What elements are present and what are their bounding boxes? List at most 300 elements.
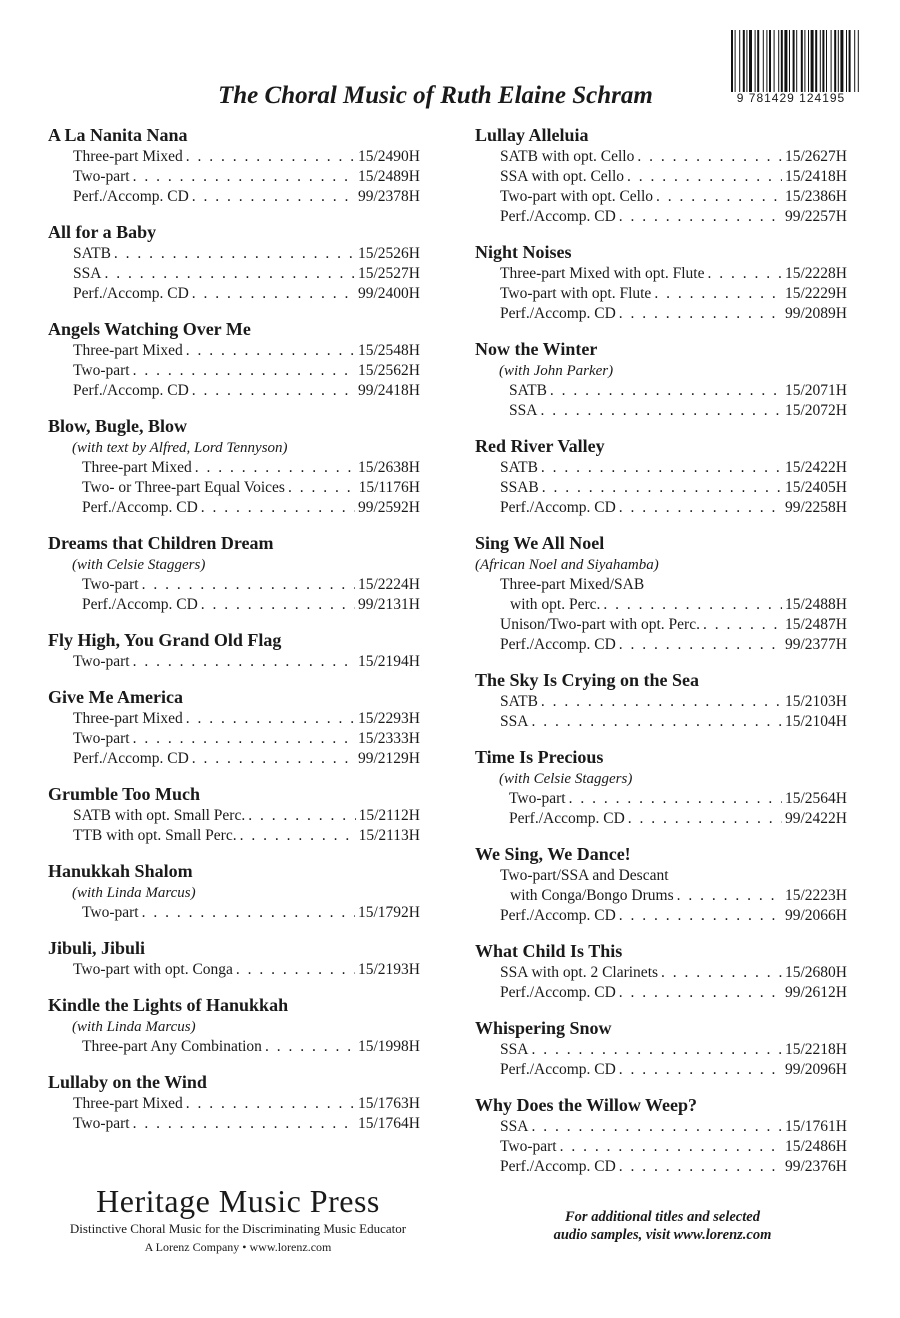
entry-title: Lullaby on the Wind (48, 1072, 207, 1092)
dot-leader (133, 167, 355, 187)
dot-leader (248, 806, 355, 826)
edition-voicing: Perf./Accomp. CD (500, 499, 616, 516)
edition-code: 99/2089H (785, 305, 847, 322)
entry-title: Jibuli, Jibuli (48, 938, 146, 958)
edition-code: 15/2527H (358, 265, 420, 282)
catalog-entry (475, 337, 847, 421)
edition-voicing: Two-part (82, 576, 139, 593)
edition-voicing: SSAB (500, 479, 539, 496)
catalog-entry (48, 414, 420, 518)
catalog-entry (48, 936, 420, 980)
edition-voicing: Perf./Accomp. CD (500, 1158, 616, 1175)
edition-voicing: Two-part (73, 653, 130, 670)
dot-leader (661, 963, 782, 983)
edition-row (475, 963, 847, 983)
isbn-number: 9 781429 124195 (736, 91, 846, 105)
page-title: The Choral Music of Ruth Elaine Schram (218, 82, 653, 109)
catalog-entry (475, 1016, 847, 1080)
edition-code: 99/2258H (785, 499, 847, 516)
dot-leader (192, 381, 355, 401)
barcode-bar (826, 30, 827, 92)
edition-voicing: SATB with opt. Cello (500, 148, 635, 165)
edition-code: 15/2218H (785, 1041, 847, 1058)
entry-title: Red River Valley (475, 436, 605, 456)
dot-leader (201, 595, 355, 615)
edition-row (475, 692, 847, 712)
barcode-bar (834, 30, 836, 92)
edition-code: 15/2333H (358, 730, 420, 747)
barcode-bar (854, 30, 855, 92)
edition-code: 15/2194H (358, 653, 420, 670)
edition-code: 99/2377H (785, 636, 847, 653)
edition-voicing: Two-part (500, 1138, 557, 1155)
catalog-entry (475, 668, 847, 732)
dot-leader (142, 903, 355, 923)
barcode-bar (746, 30, 747, 92)
edition-row (475, 381, 847, 401)
edition-code: 99/2422H (785, 810, 847, 827)
entry-credit: (with text by Alfred, Lord Tennyson) (72, 440, 288, 456)
catalog-entry (475, 745, 847, 829)
edition-voicing: Unison/Two-part with opt. Perc. (500, 616, 700, 633)
edition-code: 15/2490H (358, 148, 420, 165)
edition-voicing: Two-part (82, 904, 139, 921)
edition-code: 15/2223H (785, 887, 847, 904)
edition-voicing: with Conga/Bongo Drums (510, 887, 674, 904)
dot-leader (133, 1114, 355, 1134)
entry-title: Why Does the Willow Weep? (475, 1095, 698, 1115)
edition-row (475, 886, 847, 906)
dot-leader (619, 906, 782, 926)
edition-code: 15/2548H (358, 342, 420, 359)
edition-code: 15/1761H (785, 1118, 847, 1135)
entry-title: Grumble Too Much (48, 784, 201, 804)
edition-voicing: Two-part with opt. Cello (500, 188, 654, 205)
entry-title: Whispering Snow (475, 1018, 612, 1038)
edition-row (48, 478, 420, 498)
edition-code: 15/2489H (358, 168, 420, 185)
edition-voicing: Two-part (73, 362, 130, 379)
edition-row (475, 1117, 847, 1137)
catalog-entry (475, 842, 847, 926)
edition-code: 15/1998H (358, 1038, 420, 1055)
barcode-bar (739, 30, 740, 92)
edition-row (475, 147, 847, 167)
edition-code: 99/2129H (358, 750, 420, 767)
dot-leader (265, 1037, 355, 1057)
edition-voicing: Perf./Accomp. CD (500, 636, 616, 653)
edition-voicing: Three-part Any Combination (82, 1038, 262, 1055)
dot-leader (569, 789, 782, 809)
edition-row (48, 244, 420, 264)
entry-credit: (with John Parker) (499, 363, 614, 379)
edition-row (48, 1037, 420, 1057)
catalog-entry (48, 123, 420, 207)
barcode-bar (804, 30, 805, 92)
barcode-bar (755, 30, 756, 92)
right-column (475, 123, 847, 1190)
dot-leader (142, 575, 355, 595)
edition-row (48, 341, 420, 361)
dot-leader (560, 1137, 782, 1157)
edition-voicing: TTB with opt. Small Perc. (73, 827, 237, 844)
entry-title: Fly High, You Grand Old Flag (48, 630, 282, 650)
edition-voicing: Perf./Accomp. CD (82, 499, 198, 516)
entry-title: Blow, Bugle, Blow (48, 416, 188, 436)
edition-row (475, 478, 847, 498)
edition-voicing: Two- or Three-part Equal Voices (82, 479, 285, 496)
edition-row (475, 304, 847, 324)
voicing-note: Two-part/SSA and Descant (500, 867, 669, 884)
barcode-bar (831, 30, 832, 92)
dot-leader (531, 1117, 782, 1137)
edition-voicing: Two-part (509, 790, 566, 807)
entry-title: What Child Is This (475, 941, 623, 961)
barcode-graphic (730, 30, 862, 92)
edition-voicing: Two-part with opt. Conga (73, 961, 233, 978)
dot-leader (104, 264, 355, 284)
catalog-entry (475, 939, 847, 1003)
edition-row (475, 595, 847, 615)
edition-voicing: Perf./Accomp. CD (73, 188, 189, 205)
edition-code: 15/2103H (785, 693, 847, 710)
edition-row (48, 147, 420, 167)
edition-voicing: SATB (509, 382, 547, 399)
edition-row (48, 806, 420, 826)
edition-row (475, 983, 847, 1003)
edition-code: 15/2112H (358, 807, 420, 824)
edition-code: 99/2418H (358, 382, 420, 399)
dot-leader (114, 244, 355, 264)
edition-row (48, 1114, 420, 1134)
edition-row (48, 284, 420, 304)
dot-leader (619, 635, 782, 655)
edition-voicing: Three-part Mixed (73, 342, 183, 359)
edition-code: 15/2564H (785, 790, 847, 807)
dot-leader (133, 652, 355, 672)
barcode-bar (778, 30, 779, 92)
edition-row (475, 401, 847, 421)
edition-row (475, 207, 847, 227)
edition-code: 15/1764H (358, 1115, 420, 1132)
promo-line: audio samples, visit www.lorenz.com (553, 1227, 772, 1243)
entry-title: Angels Watching Over Me (48, 319, 251, 339)
dot-leader (627, 167, 782, 187)
edition-code: 99/2066H (785, 907, 847, 924)
dot-leader (628, 809, 782, 829)
edition-voicing: Two-part (73, 730, 130, 747)
barcode-bar (808, 30, 809, 92)
catalog-entry (475, 1093, 847, 1177)
dot-leader (656, 187, 782, 207)
dot-leader (619, 1157, 782, 1177)
edition-row (48, 1094, 420, 1114)
barcode-bar (796, 30, 797, 92)
entry-title: Give Me America (48, 687, 183, 707)
edition-voicing: SATB (73, 245, 111, 262)
edition-row (475, 809, 847, 829)
edition-voicing: with opt. Perc. (510, 596, 601, 613)
catalog-entry (48, 531, 420, 615)
catalog-entry (475, 531, 847, 655)
edition-voicing: SATB with opt. Small Perc. (73, 807, 246, 824)
dot-leader (707, 264, 782, 284)
barcode-bar (757, 30, 759, 92)
edition-code: 99/2592H (358, 499, 420, 516)
edition-row (475, 712, 847, 732)
edition-row (475, 187, 847, 207)
edition-row (475, 1137, 847, 1157)
edition-code: 15/2224H (358, 576, 420, 593)
barcode-bar (763, 30, 764, 92)
edition-code: 15/2562H (358, 362, 420, 379)
edition-voicing: Three-part Mixed with opt. Flute (500, 265, 705, 282)
edition-voicing: SSA (509, 402, 538, 419)
edition-voicing: SSA (500, 1041, 529, 1058)
barcode-bar (769, 30, 771, 92)
edition-code: 15/2386H (785, 188, 847, 205)
catalog-entry (475, 434, 847, 518)
entry-credit: (with Linda Marcus) (72, 885, 196, 901)
edition-row (475, 1040, 847, 1060)
edition-voicing: Two-part with opt. Flute (500, 285, 652, 302)
edition-row (475, 264, 847, 284)
dot-leader (542, 478, 782, 498)
edition-row (48, 167, 420, 187)
dot-leader (619, 207, 782, 227)
edition-code: 15/1792H (358, 904, 420, 921)
edition-code: 15/2638H (358, 459, 420, 476)
entry-title: A La Nanita Nana (48, 125, 188, 145)
left-column (48, 123, 420, 1147)
entry-title: Night Noises (475, 242, 572, 262)
barcode-bar (789, 30, 790, 92)
entry-title: Hanukkah Shalom (48, 861, 193, 881)
entry-credit: (with Celsie Staggers) (499, 771, 633, 787)
dot-leader (654, 284, 782, 304)
dot-leader (201, 498, 355, 518)
edition-code: 15/2405H (785, 479, 847, 496)
edition-voicing: Perf./Accomp. CD (500, 1061, 616, 1078)
edition-voicing: SSA (73, 265, 102, 282)
barcode-bar (731, 30, 733, 92)
edition-code: 15/1763H (358, 1095, 420, 1112)
dot-leader (703, 615, 782, 635)
edition-voicing: SSA (500, 713, 529, 730)
edition-voicing: Three-part Mixed (73, 710, 183, 727)
catalog-entry (48, 782, 420, 846)
edition-voicing: SSA (500, 1118, 529, 1135)
catalog-entry (48, 859, 420, 923)
entry-title: Lullay Alleluia (475, 125, 589, 145)
edition-voicing: SSA with opt. Cello (500, 168, 625, 185)
catalog-entry (48, 628, 420, 672)
edition-row (475, 789, 847, 809)
catalog-entry (48, 220, 420, 304)
publisher-name: Heritage Music Press (96, 1183, 380, 1219)
edition-row (48, 498, 420, 518)
entry-title: Dreams that Children Dream (48, 533, 274, 553)
catalog-entry (48, 993, 420, 1057)
entry-credit: (with Linda Marcus) (72, 1019, 196, 1035)
dot-leader (186, 147, 355, 167)
barcode-bar (840, 30, 843, 92)
edition-row (48, 709, 420, 729)
edition-row (48, 381, 420, 401)
edition-code: 99/2378H (358, 188, 420, 205)
barcode-bar (735, 30, 736, 92)
edition-code: 15/2488H (785, 596, 847, 613)
barcode-bar (858, 30, 859, 92)
entry-title: We Sing, We Dance! (475, 844, 631, 864)
barcode-bar (749, 30, 752, 92)
dot-leader (133, 361, 355, 381)
barcode-bar (781, 30, 783, 92)
publisher-subline: A Lorenz Company • www.lorenz.com (144, 1240, 332, 1254)
dot-leader (236, 960, 355, 980)
barcode-bar (849, 30, 851, 92)
edition-row (475, 167, 847, 187)
edition-voicing: SATB (500, 459, 538, 476)
entry-credit: (with Celsie Staggers) (72, 557, 206, 573)
dot-leader (541, 692, 782, 712)
dot-leader (619, 304, 782, 324)
edition-code: 99/2096H (785, 1061, 847, 1078)
barcode-bar (784, 30, 787, 92)
catalog-entry (475, 240, 847, 324)
edition-code: 15/2104H (785, 713, 847, 730)
edition-voicing: Two-part (73, 168, 130, 185)
edition-row (48, 575, 420, 595)
edition-row (475, 1157, 847, 1177)
edition-voicing: Three-part Mixed (73, 1095, 183, 1112)
dot-leader (531, 1040, 782, 1060)
edition-code: 15/2422H (785, 459, 847, 476)
barcode-bar (766, 30, 767, 92)
promo-line: For additional titles and selected (565, 1209, 760, 1225)
dot-leader (677, 886, 782, 906)
dot-leader (186, 341, 355, 361)
dot-leader (603, 595, 782, 615)
edition-row (48, 187, 420, 207)
dot-leader (133, 729, 355, 749)
entry-title: Time Is Precious (475, 747, 604, 767)
barcode-bar (774, 30, 775, 92)
edition-voicing: Three-part Mixed (73, 148, 183, 165)
dot-leader (195, 458, 355, 478)
dot-leader (550, 381, 782, 401)
edition-voicing: Perf./Accomp. CD (73, 285, 189, 302)
edition-row (48, 361, 420, 381)
edition-code: 15/2418H (785, 168, 847, 185)
edition-row (48, 960, 420, 980)
dot-leader (192, 187, 355, 207)
dot-leader (540, 401, 782, 421)
edition-voicing: Two-part (73, 1115, 130, 1132)
dot-leader (531, 712, 782, 732)
dot-leader (637, 147, 782, 167)
dot-leader (288, 478, 356, 498)
dot-leader (240, 826, 356, 846)
edition-code: 15/2487H (785, 616, 847, 633)
entry-title: Sing We All Noel (475, 533, 605, 553)
publisher-logo (48, 1182, 428, 1256)
edition-row (475, 498, 847, 518)
edition-code: 99/2612H (785, 984, 847, 1001)
edition-code: 15/2526H (358, 245, 420, 262)
edition-code: 15/2229H (785, 285, 847, 302)
entry-title: The Sky Is Crying on the Sea (475, 670, 700, 690)
edition-code: 15/2228H (785, 265, 847, 282)
edition-voicing: Perf./Accomp. CD (500, 907, 616, 924)
catalog-entry (475, 123, 847, 227)
dot-leader (186, 709, 355, 729)
barcode-bar (801, 30, 803, 92)
edition-code: 15/2486H (785, 1138, 847, 1155)
edition-voicing: Perf./Accomp. CD (500, 305, 616, 322)
dot-leader (619, 498, 782, 518)
barcode-bar (838, 30, 839, 92)
edition-voicing: Perf./Accomp. CD (73, 750, 189, 767)
barcode-bar (743, 30, 745, 92)
edition-row (48, 903, 420, 923)
entry-title: Kindle the Lights of Hanukkah (48, 995, 289, 1015)
edition-row (48, 595, 420, 615)
edition-voicing: Perf./Accomp. CD (500, 984, 616, 1001)
catalog-entry (48, 317, 420, 401)
catalog-entry (48, 685, 420, 769)
dot-leader (619, 983, 782, 1003)
barcode-bar (811, 30, 814, 92)
edition-code: 15/2072H (785, 402, 847, 419)
catalog-entry (48, 1070, 420, 1134)
edition-code: 15/2113H (358, 827, 420, 844)
edition-code: 15/2627H (785, 148, 847, 165)
voicing-note: Three-part Mixed/SAB (500, 576, 645, 593)
entry-title: Now the Winter (475, 339, 598, 359)
barcode-bar (793, 30, 795, 92)
edition-code: 15/2293H (358, 710, 420, 727)
edition-code: 15/2193H (358, 961, 420, 978)
edition-row (48, 826, 420, 846)
edition-voicing: Perf./Accomp. CD (509, 810, 625, 827)
edition-row (48, 264, 420, 284)
edition-row (475, 284, 847, 304)
edition-row (48, 749, 420, 769)
edition-voicing: SATB (500, 693, 538, 710)
barcode-bar (846, 30, 847, 92)
edition-row (475, 906, 847, 926)
edition-code: 99/2400H (358, 285, 420, 302)
edition-code: 15/2680H (785, 964, 847, 981)
dot-leader (619, 1060, 782, 1080)
dot-leader (192, 284, 355, 304)
edition-row (475, 635, 847, 655)
edition-code: 15/2071H (785, 382, 847, 399)
edition-row (48, 652, 420, 672)
edition-row (48, 729, 420, 749)
edition-code: 99/2131H (358, 596, 420, 613)
publisher-tagline: Distinctive Choral Music for the Discriminating Music Educator (69, 1221, 407, 1236)
edition-voicing: Perf./Accomp. CD (73, 382, 189, 399)
edition-voicing: Perf./Accomp. CD (82, 596, 198, 613)
edition-code: 99/2376H (785, 1158, 847, 1175)
edition-voicing: Three-part Mixed (82, 459, 192, 476)
edition-row (475, 458, 847, 478)
edition-row (475, 615, 847, 635)
edition-code: 99/2257H (785, 208, 847, 225)
dot-leader (192, 749, 355, 769)
